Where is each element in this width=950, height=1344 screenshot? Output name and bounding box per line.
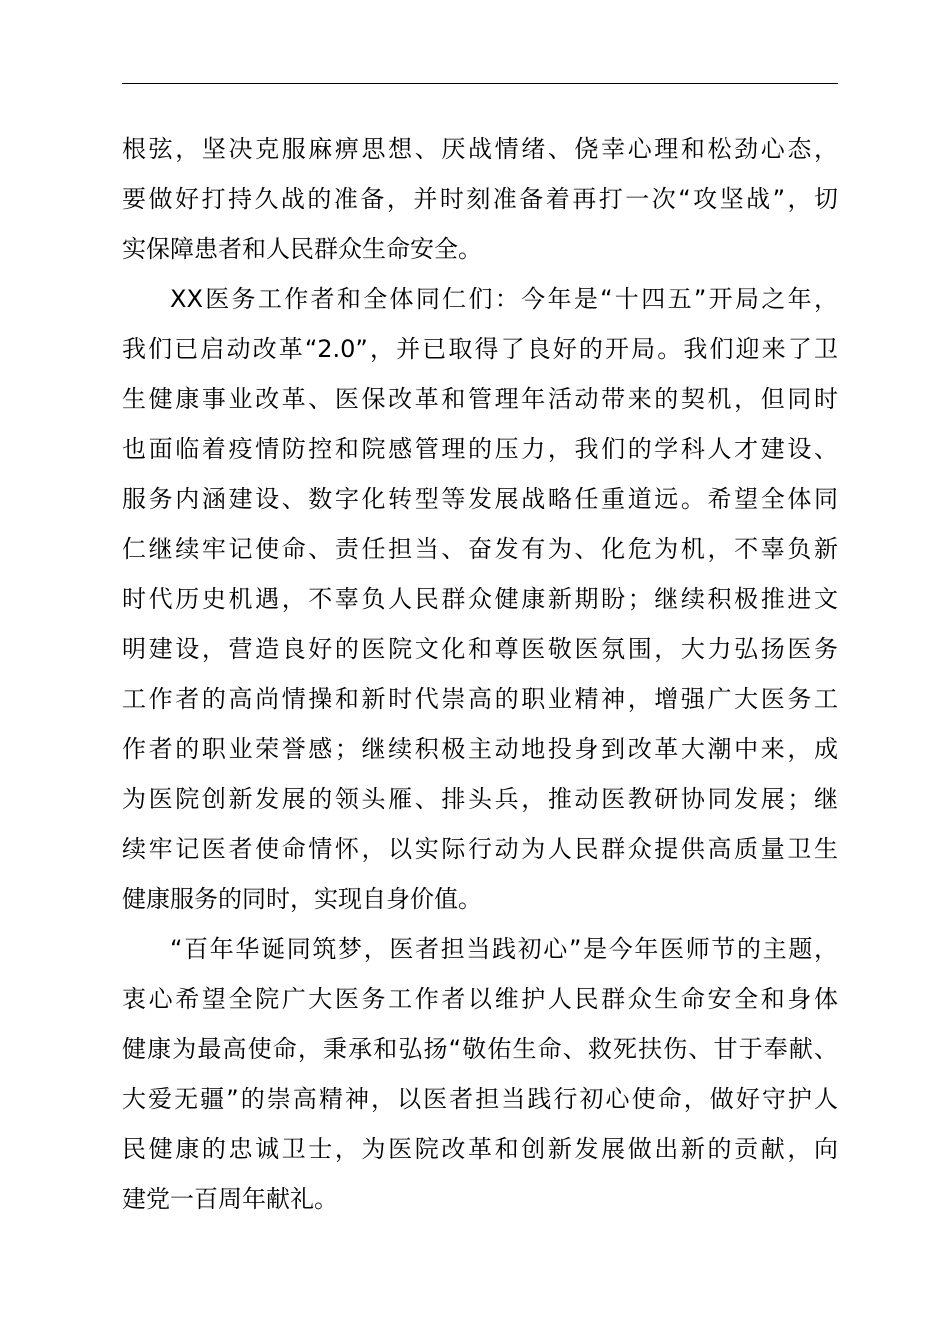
text-line: 要做好打持久战的准备，并时刻准备着再打一次“攻坚战”，切 bbox=[122, 185, 838, 213]
paragraph-3 bbox=[122, 924, 838, 1224]
text-line: 作者的职业荣誉感；继续积极主动地投身到改革大潮中来，成 bbox=[122, 735, 838, 763]
text-line: 大爱无疆”的崇高精神，以医者担当践行初心使命，做好守护人 bbox=[122, 1085, 838, 1113]
text-line: 时代历史机遇，不辜负人民群众健康新期盼；继续积极推进文 bbox=[122, 585, 838, 613]
text-line: 我们已启动改革“2.0”，并已取得了良好的开局。我们迎来了卫 bbox=[122, 335, 838, 363]
text-line: 健康为最高使命，秉承和弘扬“敬佑生命、救死扶伤、甘于奉献、 bbox=[122, 1035, 838, 1063]
text-line: 衷心希望全院广大医务工作者以维护人民群众生命安全和身体 bbox=[122, 985, 838, 1013]
text-line: 仁继续牢记使命、责任担当、奋发有为、化危为机，不辜负新 bbox=[122, 535, 838, 563]
paragraph-1 bbox=[122, 124, 838, 274]
text-line: 建党一百周年献礼。 bbox=[122, 1185, 338, 1213]
text-line: 根弦，坚决克服麻痹思想、厌战情绪、侥幸心理和松劲心态， bbox=[122, 135, 838, 163]
text-line: 服务内涵建设、数字化转型等发展战略任重道远。希望全体同 bbox=[122, 485, 838, 513]
text-line: 工作者的高尚情操和新时代崇高的职业精神，增强广大医务工 bbox=[122, 685, 838, 713]
text-line: XX医务工作者和全体同仁们：今年是“十四五”开局之年， bbox=[170, 285, 838, 313]
text-line: 明建设，营造良好的医院文化和尊医敬医氛围，大力弘扬医务 bbox=[122, 635, 838, 663]
header-rule bbox=[122, 83, 838, 84]
text-line: 也面临着疫情防控和院感管理的压力，我们的学科人才建设、 bbox=[122, 435, 838, 463]
text-line: 为医院创新发展的领头雁、排头兵，推动医教研协同发展；继 bbox=[122, 785, 838, 813]
text-line: 民健康的忠诚卫士，为医院改革和创新发展做出新的贡献，向 bbox=[122, 1135, 838, 1163]
text-line: 实保障患者和人民群众生命安全。 bbox=[122, 235, 482, 263]
body-text bbox=[122, 124, 838, 1224]
text-line: 续牢记医者使命情怀，以实际行动为人民群众提供高质量卫生 bbox=[122, 835, 838, 863]
text-line: “百年华诞同筑梦，医者担当践初心”是今年医师节的主题， bbox=[170, 935, 838, 963]
text-line: 健康服务的同时，实现自身价值。 bbox=[122, 885, 482, 913]
text-line: 生健康事业改革、医保改革和管理年活动带来的契机，但同时 bbox=[122, 385, 838, 413]
paragraph-2 bbox=[122, 274, 838, 924]
